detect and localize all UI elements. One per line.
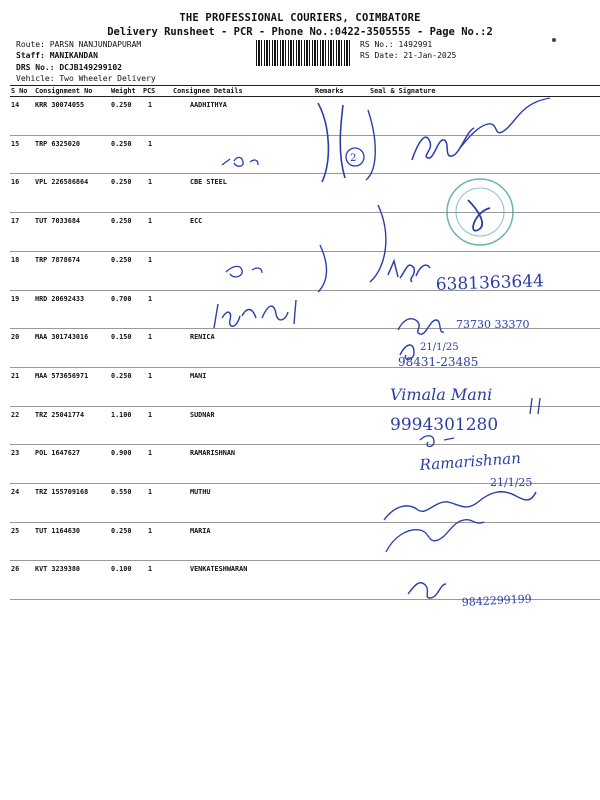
drs-number: DRS No.: DCJB149299102 — [16, 63, 122, 72]
row-divider — [10, 212, 600, 213]
row-sno: 26 — [11, 565, 20, 574]
row-weight: 0.250 — [111, 371, 132, 380]
row-sno: 15 — [11, 139, 20, 148]
row-consignee: RENICA — [190, 333, 215, 342]
row-consignment-no: TRP 6325020 — [35, 139, 81, 148]
signature-stroke — [384, 492, 536, 520]
company-title: THE PROFESSIONAL COURIERS, COIMBATORE — [179, 12, 421, 24]
row-divider — [10, 406, 600, 407]
circled-two-glyph: 2 — [350, 153, 357, 164]
barcode-image — [256, 40, 352, 66]
row-sno: 23 — [11, 449, 20, 458]
row-consignee: ECC — [190, 217, 203, 226]
remarks-bracket-stroke — [340, 105, 345, 178]
row-consignment-no: TUT 7033684 — [35, 217, 81, 226]
row-consignment-no: MAA 301743016 — [35, 333, 89, 342]
row-consignment-no: KVT 3239380 — [35, 565, 81, 574]
row-pcs: 1 — [148, 488, 153, 496]
row-divider — [10, 444, 600, 445]
col-header-consignment: Consignment No — [35, 87, 93, 95]
row-pcs: 1 — [148, 101, 153, 109]
handwritten-phone-2: 73730 33370 — [456, 318, 530, 331]
row-pcs: 1 — [148, 333, 153, 342]
route-label: Route: PARSN NANJUNDAPURAM — [16, 40, 142, 49]
row-weight: 0.250 — [111, 255, 132, 264]
row-pcs: 1 — [148, 526, 153, 535]
remarks-bracket-stroke — [318, 103, 328, 182]
staff-label: Staff: MANIKANDAN — [16, 51, 98, 60]
circled-mark — [346, 148, 364, 166]
signature-stroke — [398, 319, 444, 334]
col-header-remarks: Remarks — [315, 87, 344, 95]
row-consignment-no: TRP 7878674 — [35, 255, 81, 264]
row-divider — [10, 290, 600, 291]
stamp-signature — [468, 200, 490, 231]
row-divider — [10, 599, 600, 600]
row-weight: 0.250 — [111, 178, 132, 187]
col-header-sno: S No — [11, 87, 28, 95]
row-sno: 19 — [11, 294, 20, 303]
handwritten-date-2: 21/1/25 — [490, 476, 533, 489]
row-pcs: 1 — [148, 565, 153, 574]
row-pcs: 1 — [148, 217, 153, 226]
table-top-rule — [10, 85, 600, 86]
row-divider — [10, 522, 600, 523]
row-weight: 0.100 — [111, 565, 132, 574]
handwritten-name-2: Ramarishnan — [419, 448, 522, 474]
handwritten-phone-3: 98431-23485 — [398, 355, 479, 369]
row-consignee: MANI — [190, 371, 207, 380]
remarks-bracket-stroke — [366, 110, 375, 180]
signature-stroke — [460, 98, 550, 148]
row-consignment-no: HRD 20692433 — [35, 294, 85, 303]
row-sno: 22 — [11, 410, 20, 419]
row-consignee: CBE STEEL — [190, 178, 227, 187]
row-sno: 16 — [11, 178, 20, 187]
row-pcs: 1 — [148, 449, 153, 458]
signature-stroke — [412, 128, 474, 160]
signature-stroke — [214, 300, 296, 328]
row-divider — [10, 173, 600, 174]
row-sno: 24 — [11, 488, 20, 496]
row-consignment-no: TUT 1164630 — [35, 526, 81, 535]
row-divider — [10, 483, 600, 484]
row-weight: 0.900 — [111, 449, 132, 458]
row-weight: 0.150 — [111, 333, 132, 342]
row-pcs: 1 — [148, 255, 153, 264]
remarks-bracket-stroke — [318, 245, 327, 292]
row-pcs: 1 — [148, 410, 153, 419]
row-consignee: SUDNAR — [190, 410, 215, 419]
row-pcs: 1 — [148, 371, 153, 380]
row-consignee: VENKATESHWARAN — [190, 565, 248, 574]
remarks-bracket-stroke — [370, 205, 386, 282]
handwritten-phone-5: 9842299199 — [461, 592, 533, 609]
row-sno: 25 — [11, 526, 20, 535]
rs-date: RS Date: 21-Jan-2025 — [360, 51, 457, 60]
row-pcs: 1 — [148, 178, 153, 187]
row-pcs: 1 — [148, 139, 153, 148]
col-header-pcs: PCS — [143, 87, 156, 95]
remark-scribble — [222, 157, 258, 166]
row-divider — [10, 560, 600, 561]
signature-stroke — [408, 583, 446, 598]
row-consignment-no: TRZ 25041774 — [35, 410, 85, 419]
row-sno: 14 — [11, 101, 20, 109]
row-pcs: 1 — [148, 294, 153, 303]
row-divider — [10, 251, 600, 252]
table-header-rule — [10, 96, 600, 97]
row-divider — [10, 367, 600, 368]
signature-stroke — [386, 520, 484, 552]
scan-dot-mark — [552, 38, 556, 42]
rs-number: RS No.: 1492991 — [360, 40, 433, 49]
col-header-weight: Weight — [111, 87, 136, 95]
vehicle-label: Vehicle: Two Wheeler Delivery — [16, 74, 156, 83]
row-consignment-no: MAA 573656971 — [35, 371, 89, 380]
row-consignment-no: POL 1647627 — [35, 449, 81, 458]
col-header-consignee: Consignee Details — [173, 87, 243, 95]
remark-scribble — [226, 266, 262, 277]
row-consignment-no: KRR 30074055 — [35, 101, 85, 109]
row-sno: 18 — [11, 255, 20, 264]
handwritten-date-1: 21/1/25 — [420, 342, 459, 353]
signature-stroke — [388, 261, 430, 282]
row-consignment-no: TRZ 155709168 — [35, 488, 89, 496]
row-weight: 0.700 — [111, 294, 132, 303]
row-sno: 21 — [11, 371, 20, 380]
runsheet-subtitle: Delivery Runsheet - PCR - Phone No.:0422-3505555 - Page No.:2 — [107, 26, 493, 38]
row-weight: 0.250 — [111, 139, 132, 148]
row-sno: 17 — [11, 217, 20, 226]
handwritten-phone-1: 6381363644 — [435, 271, 545, 295]
signature-stroke — [400, 345, 414, 359]
handwritten-phone-4: 9994301280 — [390, 415, 499, 435]
row-weight: 0.250 — [111, 526, 132, 535]
row-divider — [10, 135, 600, 136]
row-consignee: RAMARISHNAN — [190, 449, 236, 458]
row-weight: 0.250 — [111, 217, 132, 226]
row-weight: 1.100 — [111, 410, 132, 419]
row-consignee: MUTHU — [190, 488, 211, 496]
row-consignment-no: VPL 226586864 — [35, 178, 89, 187]
row-consignee: MARIA — [190, 526, 211, 535]
row-consignee: AADHITHYA — [190, 101, 227, 109]
row-sno: 20 — [11, 333, 20, 342]
handwritten-name-1: Vimala Mani — [390, 385, 493, 404]
row-weight: 0.550 — [111, 488, 132, 496]
col-header-seal: Seal & Signature — [370, 87, 436, 95]
row-weight: 0.250 — [111, 101, 132, 109]
row-divider — [10, 328, 600, 329]
